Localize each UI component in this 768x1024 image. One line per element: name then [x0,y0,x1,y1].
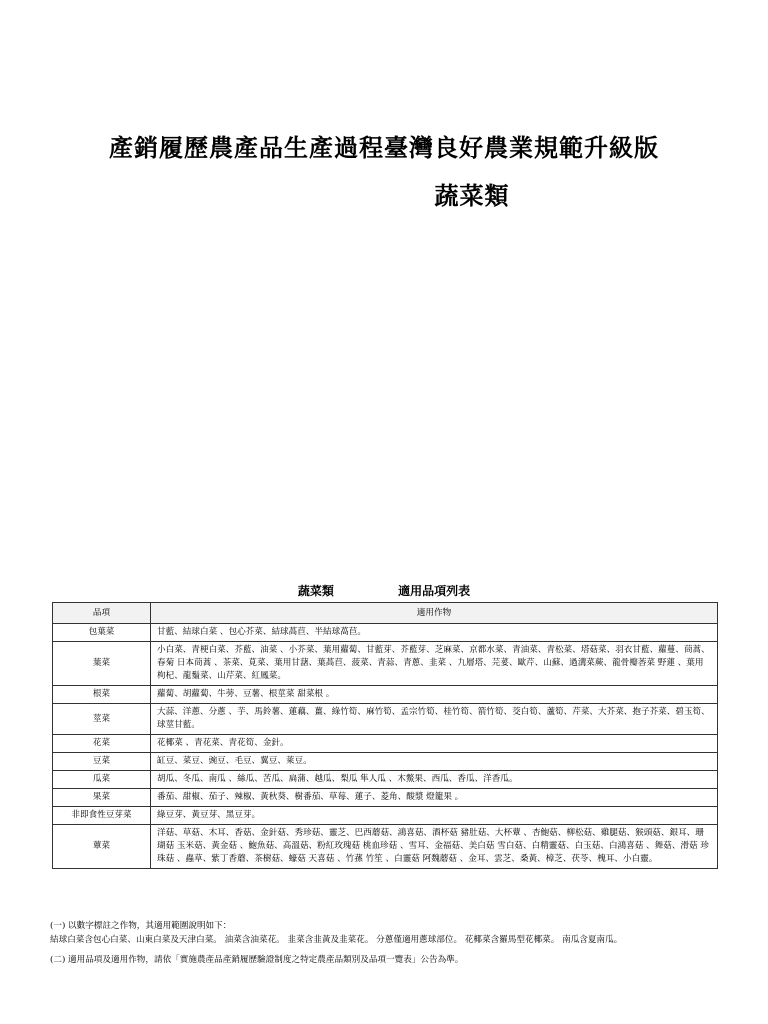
row-crops: 大蒜、洋蔥、分蔥 、芋、馬鈴薯、蓮藕、薑、綠竹筍、麻竹筍、孟宗竹筍、桂竹筍、箭竹筍、茭白筍、蘆筍、芹菜、大芥菜、抱子芥菜、碧玉筍、球莖甘藍。 [151,704,718,735]
row-crops: 胡瓜、冬瓜、南瓜 、絲瓜、苦瓜、扁蒲、越瓜、梨瓜 隼人瓜 、木鱉果、西瓜、香瓜、洋香瓜。 [151,771,718,789]
table-row [53,825,718,869]
table-row [53,789,718,807]
row-crops: 綠豆芽、黃豆芽、黑豆芽。 [151,807,718,825]
row-crops: 蘿蔔、胡蘿蔔、牛蒡、豆薯、根莖菜 甜菜根 。 [151,686,718,704]
row-crops: 缸豆、菜豆、豌豆、毛豆、翼豆、萊豆。 [151,753,718,771]
row-category: 果菜 [53,789,151,807]
table-row [53,642,718,686]
table-row [53,807,718,825]
table-row [53,624,718,642]
table-row [53,686,718,704]
row-crops: 花椰菜 、青花菜、青花筍、金針。 [151,735,718,753]
row-category: 莖菜 [53,704,151,735]
table-caption-category: 蔬菜類 [297,584,334,598]
header-category: 品項 [53,603,151,624]
table-header-row [53,603,718,624]
document-subtitle: 蔬菜類 [434,181,510,210]
header-crops: 適用作物 [151,603,718,624]
footnotes [50,919,730,967]
table-caption [0,582,768,599]
row-category: 瓜菜 [53,771,151,789]
document-title: 產銷履歷農產品生產過程臺灣良好農業規範升級版 [109,133,659,162]
footnote-2: (二) 適用品項及適用作物，請依「實施農產品產銷履歷驗證制度之特定農產品類別及品項一覽表」公告為準。 [50,955,464,965]
row-category: 包葉菜 [53,624,151,642]
row-category: 豆菜 [53,753,151,771]
row-crops: 洋菇、草菇、木耳、香菇、金針菇、秀珍菇、靈芝、巴西蘑菇、鴻喜菇、酒杯菇 豬肚菇、大杯蕈 、杏鮑菇、柳松菇、雞腿菇、猴頭菇、銀耳、珊瑚菇 玉米菇、黃金菇 、鮑魚菇、高溫菇、粉紅玫瑰菇 桃血珍菇 、雪耳、金福菇、美白菇 雪白菇、白精靈菇、白玉菇、白鴻喜菇 、舞菇、滑菇 珍珠菇 、蟲草、紫丁香蘑、茶樹菇、蠔菇 天喜菇 、竹蓀 竹笙 、白靈菇 阿魏蘑菇 、金耳、雲芝、桑黃、樟芝、茯苓、槐耳、小白靈。 [151,825,718,869]
row-category: 非即食性豆芽菜 [53,807,151,825]
footnote-1 [50,919,730,947]
row-category: 葉菜 [53,642,151,686]
table-row [53,704,718,735]
table-row [53,771,718,789]
table-row [53,753,718,771]
footnote-1-body: 結球白菜含包心白菜、山東白菜及天津白菜。 油菜含油菜花。 韭菜含韭黃及韭菜花。 分蔥僅適用蔥球部位。 花椰菜含羅馬型花椰菜。 南瓜含夏南瓜。 [50,935,623,945]
table-caption-title: 適用品項列表 [398,584,471,598]
footnote-1-heading: (一) 以數字標註之作物，其適用範圍說明如下： [50,921,232,931]
row-crops: 甘藍、結球白菜 、包心芥菜、結球萵苣、半結球萵苣。 [151,624,718,642]
table-row [53,735,718,753]
row-category: 花菜 [53,735,151,753]
row-category: 蕈菜 [53,825,151,869]
row-crops: 小白菜、青梗白菜、芥藍、油菜 、小芥菜、葉用蘿蔔、甘藍芽、芥藍芽、芝麻菜、京都水菜、青油菜、青松菜、塔菇菜、羽衣甘藍、蘿蔓、茼蒿、春菊 日本茼蒿 、茶菜、莧菜、葉用甘藷、葉萵苣、菠菜、青蒜、青蔥、韭菜 、九層塔、芫荽、歐芹、山蘇、過溝菜蕨、龍骨瓣莕菜 野蓮 、葉用枸杞、龍鬚菜、山芹菜、紅鳳菜。 [151,642,718,686]
applicable-items-table [52,602,718,869]
row-category: 根菜 [53,686,151,704]
row-crops: 番茄、甜椒、茄子、辣椒、黃秋葵、樹番茄、草莓、蓮子、菱角、酸漿 燈籠果 。 [151,789,718,807]
